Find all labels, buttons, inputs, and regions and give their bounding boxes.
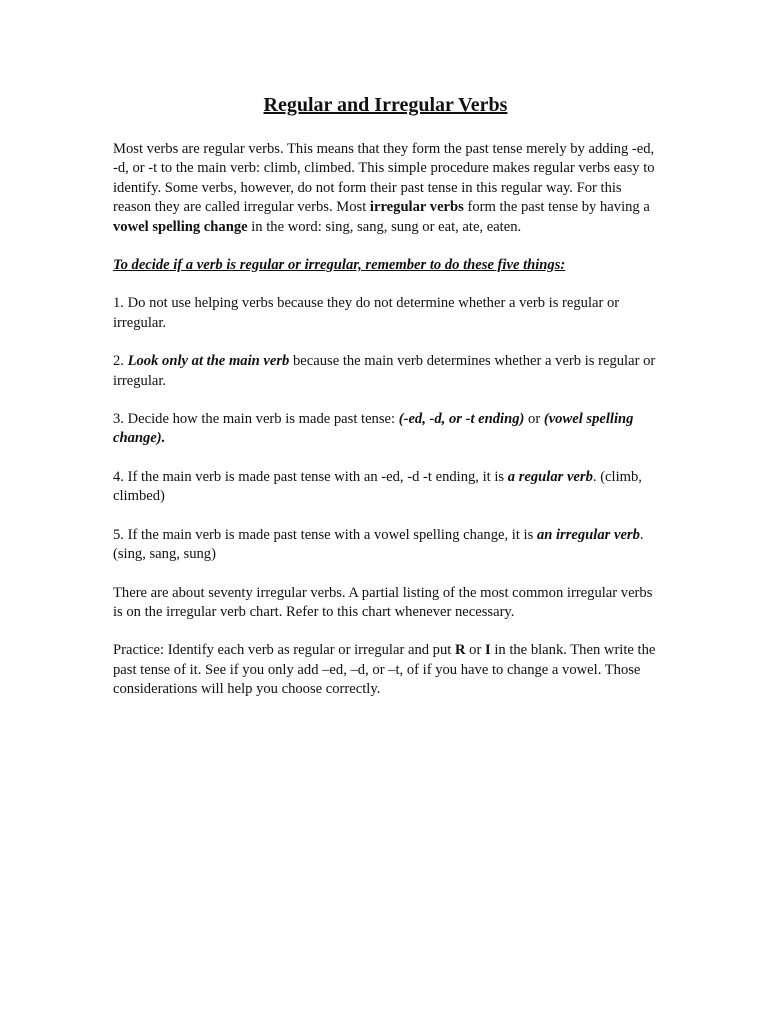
practice-text-2: in the blank. Then write the past tense of it. See if you only add –ed, –d, or –t, of if you have to change a vowel. Those considerations will help you choose correctly. xyxy=(113,642,656,698)
step-2-suffix: because the main verb determines whether a verb is regular or irregular. xyxy=(113,353,656,389)
practice-bold-r: R xyxy=(454,642,466,659)
step-3 xyxy=(113,410,658,449)
step-4 xyxy=(113,468,658,507)
irregular-verbs-note: There are about seventy irregular verbs. A partial listing of the most common irregular verbs is on the irregular verb chart. Refer to this chart whenever necessary. xyxy=(113,584,653,620)
step-5 xyxy=(113,526,658,565)
step-2-prefix: 2. xyxy=(113,353,128,370)
practice-or: or xyxy=(465,642,485,659)
intro-bold-irregular-verbs: irregular verbs xyxy=(369,199,464,216)
step-2 xyxy=(113,352,658,391)
intro-bold-vowel-spelling-change: vowel spelling change xyxy=(113,218,248,235)
step-4-emphasis: a regular verb xyxy=(507,468,593,485)
step-4-prefix: 4. If the main verb is made past tense with an -ed, -d -t ending, it is xyxy=(113,468,508,485)
step-3-prefix: 3. Decide how the main verb is made past tense: xyxy=(113,411,399,428)
step-2-emphasis: Look only at the main verb xyxy=(127,353,290,370)
step-3-emphasis-2: (vowel spelling change). xyxy=(113,411,634,447)
step-4-suffix: . (climb, climbed) xyxy=(113,468,642,505)
document-page xyxy=(113,92,658,719)
practice-bold-i: I xyxy=(485,642,491,659)
practice-text-1: Practice: Identify each verb as regular or irregular and put xyxy=(113,642,455,659)
practice-paragraph xyxy=(113,641,658,699)
step-5-emphasis: an irregular verb xyxy=(536,526,640,543)
intro-paragraph xyxy=(113,140,658,237)
page-title: Regular and Irregular Verbs xyxy=(263,94,508,116)
intro-text-3: in the word: sing, sang, sung or eat, ate, eaten. xyxy=(247,218,522,235)
step-1-text: 1. Do not use helping verbs because they do not determine whether a verb is regular or irregular. xyxy=(113,295,620,331)
intro-text-1: Most verbs are regular verbs. This means that they form the past tense merely by adding -ed, -d, or -t to the main verb: climb, climbed. This simple procedure makes regular verbs easy to identify. Some verbs, however, do not form their past tense in this regular way. For this reason they are called irregular verbs. Most xyxy=(113,141,655,216)
step-3-middle: or xyxy=(524,411,544,428)
intro-text-2: form the past tense by having a xyxy=(463,199,650,216)
step-3-emphasis-1: (-ed, -d, or -t ending) xyxy=(398,411,525,428)
step-5-suffix: . (sing, sang, sung) xyxy=(113,526,644,563)
instruction-heading: To decide if a verb is regular or irregular, remember to do these five things: xyxy=(113,257,566,274)
step-5-prefix: 5. If the main verb is made past tense with a vowel spelling change, it is xyxy=(113,526,537,543)
step-1 xyxy=(113,294,658,333)
